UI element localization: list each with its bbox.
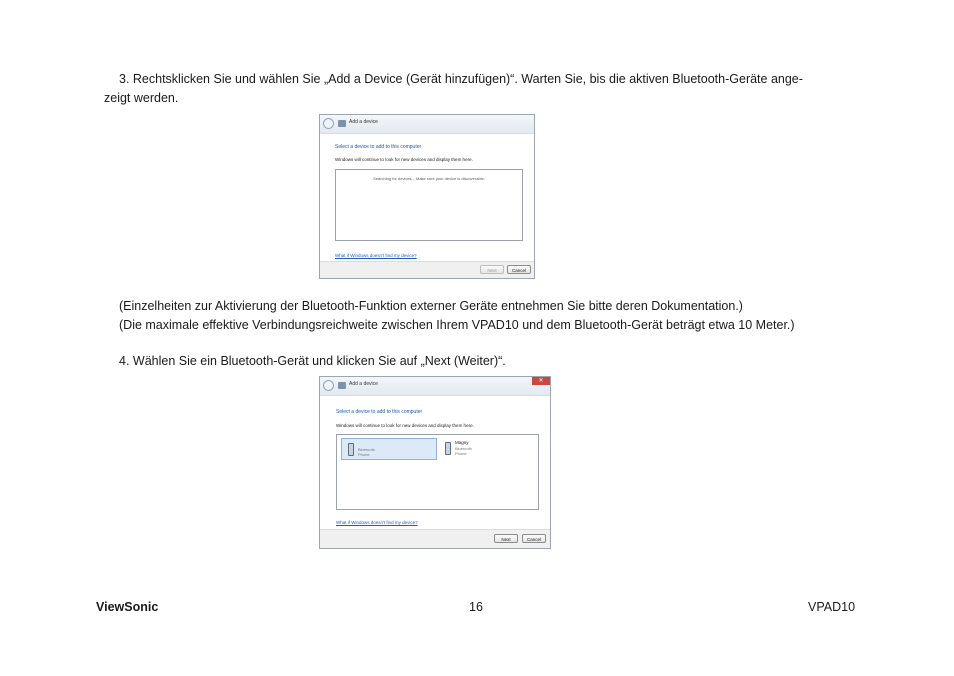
dialog-heading: Select a device to add to this computer bbox=[335, 144, 422, 150]
device-type: Bluetooth bbox=[455, 446, 472, 451]
device-icon bbox=[338, 120, 346, 127]
add-device-dialog-searching bbox=[319, 114, 535, 279]
phone-icon bbox=[348, 443, 354, 456]
device-name: Magny bbox=[455, 440, 469, 445]
step4-text: 4. Wählen Sie ein Bluetooth-Gerät und klicken Sie auf „Next (Weiter)“. bbox=[119, 354, 506, 368]
phone-icon bbox=[445, 442, 451, 455]
footer-model: VPAD10 bbox=[808, 600, 856, 614]
dialog-heading: Select a device to add to this computer bbox=[336, 409, 423, 415]
note-activation: (Einzelheiten zur Aktivierung der Bluetooth-Funktion externer Geräte entnehmen Sie bitte deren Dokumentation.) bbox=[119, 299, 743, 313]
device-item[interactable] bbox=[439, 438, 509, 460]
dialog-title: Add a device bbox=[349, 119, 378, 125]
device-category: Phone bbox=[455, 451, 467, 456]
device-list[interactable] bbox=[336, 434, 539, 510]
button-bar bbox=[320, 261, 534, 278]
cancel-button[interactable]: Cancel bbox=[522, 534, 546, 543]
dialog-title: Add a device bbox=[349, 381, 378, 387]
dialog-subtext: Windows will continue to look for new devices and display them here. bbox=[336, 423, 474, 428]
device-list[interactable] bbox=[335, 169, 523, 241]
dialog-titlebar bbox=[320, 377, 550, 396]
step3-text-line1: 3. Rechtsklicken Sie und wählen Sie „Add a Device (Gerät hinzufügen)“. Warten Sie, bis die aktiven Bluetooth-Geräte ange- bbox=[119, 72, 803, 86]
device-item-selected[interactable] bbox=[341, 438, 437, 460]
back-arrow-icon[interactable] bbox=[323, 118, 334, 129]
close-icon[interactable]: ✕ bbox=[532, 377, 550, 385]
help-link[interactable]: What if Windows doesn't find my device? bbox=[335, 253, 417, 258]
next-button[interactable]: Next bbox=[480, 265, 504, 274]
dialog-titlebar bbox=[320, 115, 534, 134]
dialog-subtext: Windows will continue to look for new devices and display them here. bbox=[335, 157, 473, 162]
cancel-button[interactable]: Cancel bbox=[507, 265, 531, 274]
device-type: Bluetooth bbox=[358, 447, 375, 452]
back-arrow-icon[interactable] bbox=[323, 380, 334, 391]
searching-status: Searching for devices... Make sure your device is discoverable. bbox=[373, 176, 485, 181]
step3-text-line2: zeigt werden. bbox=[104, 91, 179, 105]
page-number: 16 bbox=[469, 600, 483, 614]
help-link[interactable]: What if Windows doesn't find my device? bbox=[336, 520, 418, 525]
device-category: Phone bbox=[358, 452, 370, 457]
device-icon bbox=[338, 382, 346, 389]
footer-brand: ViewSonic bbox=[96, 600, 159, 614]
next-button[interactable]: Next bbox=[494, 534, 518, 543]
add-device-dialog-devices bbox=[319, 376, 551, 549]
button-bar bbox=[320, 529, 550, 548]
note-range: (Die maximale effektive Verbindungsreichweite zwischen Ihrem VPAD10 und dem Bluetooth-Gerät beträgt etwa 10 Meter.) bbox=[119, 318, 795, 332]
